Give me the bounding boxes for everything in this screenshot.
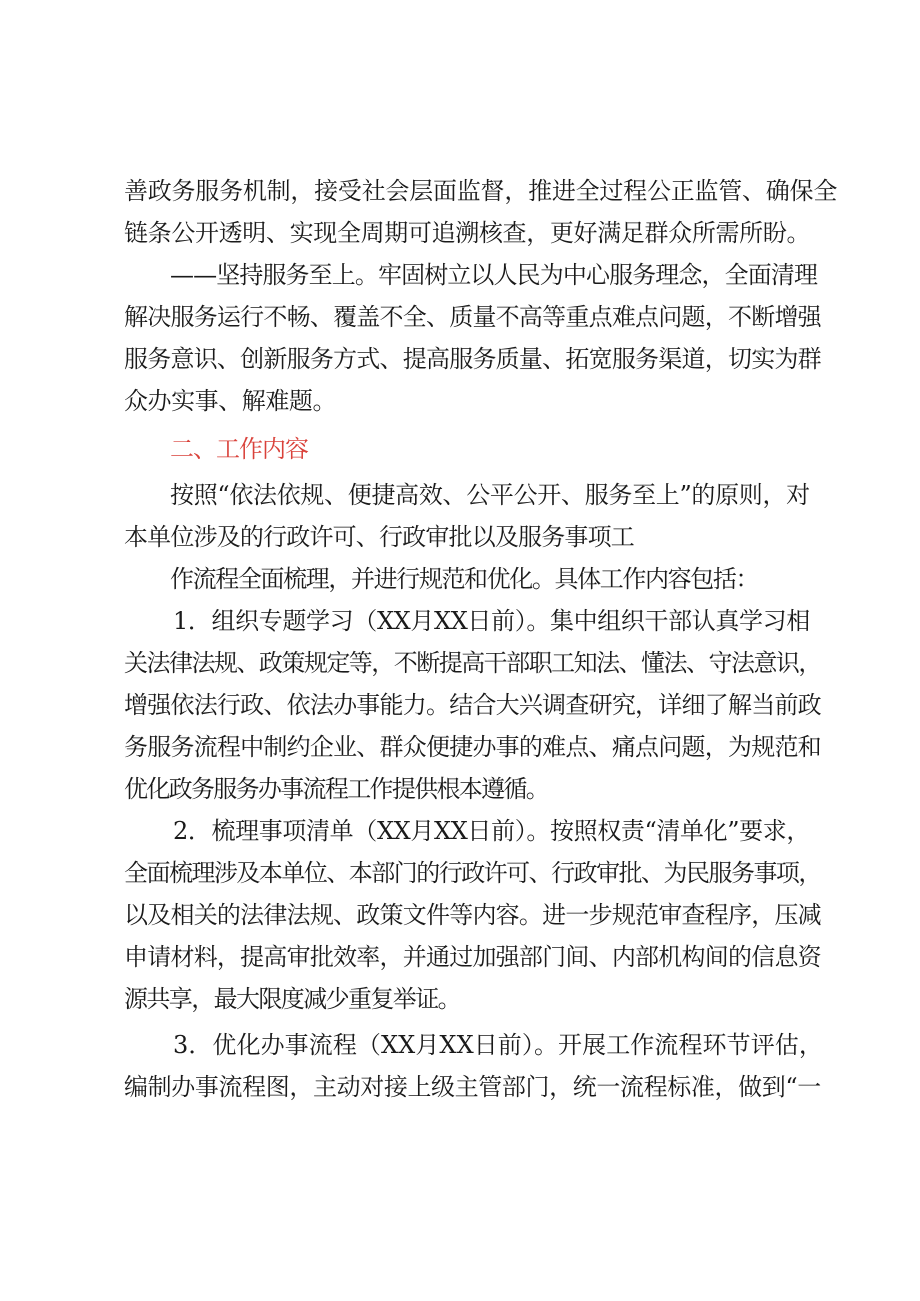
- paragraph-line: 链条公开透明、实现全周期可追溯核查，更好满足群众所需所盼。: [124, 219, 811, 247]
- paragraph-line: 服务意识、创新服务方式、提高服务质量、拓宽服务渠道，切实为群: [124, 345, 821, 373]
- paragraph-line: 关法律法规、政策规定等，不断提高干部职工知法、懂法、守法意识，: [124, 649, 821, 677]
- paragraph-line: 2．梳理事项清单（XX月XX日前）。按照权责“清单化”要求，: [173, 817, 811, 845]
- paragraph-line: 解决服务运行不畅、覆盖不全、质量不高等重点难点问题，不断增强: [124, 303, 821, 331]
- paragraph-line: 增强依法行政、依法办事能力。结合大兴调查研究，详细了解当前政: [124, 691, 821, 719]
- paragraph-line: 本单位涉及的行政许可、行政审批以及服务事项工: [124, 523, 634, 551]
- paragraph-line: 全面梳理涉及本单位、本部门的行政许可、行政审批、为民服务事项，: [124, 859, 821, 887]
- paragraph-line: 申请材料，提高审批效率，并通过加强部门间、内部机构间的信息资: [124, 943, 821, 971]
- paragraph-line: 优化政务服务办事流程工作提供根本遵循。: [124, 775, 549, 803]
- paragraph-line: 编制办事流程图，主动对接上级主管部门，统一流程标准，做到“一: [124, 1073, 821, 1101]
- paragraph-line: 源共享，最大限度减少重复举证。: [124, 985, 460, 1013]
- paragraph-line: 善政务服务机制，接受社会层面监督，推进全过程公正监管、确保全: [124, 177, 838, 205]
- section-heading: 二、工作内容: [170, 435, 308, 463]
- paragraph-line: 众办实事、解难题。: [124, 387, 337, 415]
- paragraph-line: 作流程全面梳理，并进行规范和优化。具体工作内容包括：: [170, 565, 759, 593]
- paragraph-line: ——坚持服务至上。牢固树立以人民为中心服务理念，全面清理: [170, 261, 818, 289]
- paragraph-line: 务服务流程中制约企业、群众便捷办事的难点、痛点问题，为规范和: [124, 733, 821, 761]
- paragraph-line: 以及相关的法律法规、政策文件等内容。进一步规范审查程序，压减: [124, 901, 821, 929]
- paragraph-line: 按照“依法依规、便捷高效、公平公开、服务至上”的原则，对: [170, 481, 810, 509]
- paragraph-line: 1．组织专题学习（XX月XX日前）。集中组织干部认真学习相: [173, 607, 810, 635]
- paragraph-line: 3．优化办事流程（XX月XX日前）。开展工作流程环节评估，: [173, 1031, 823, 1059]
